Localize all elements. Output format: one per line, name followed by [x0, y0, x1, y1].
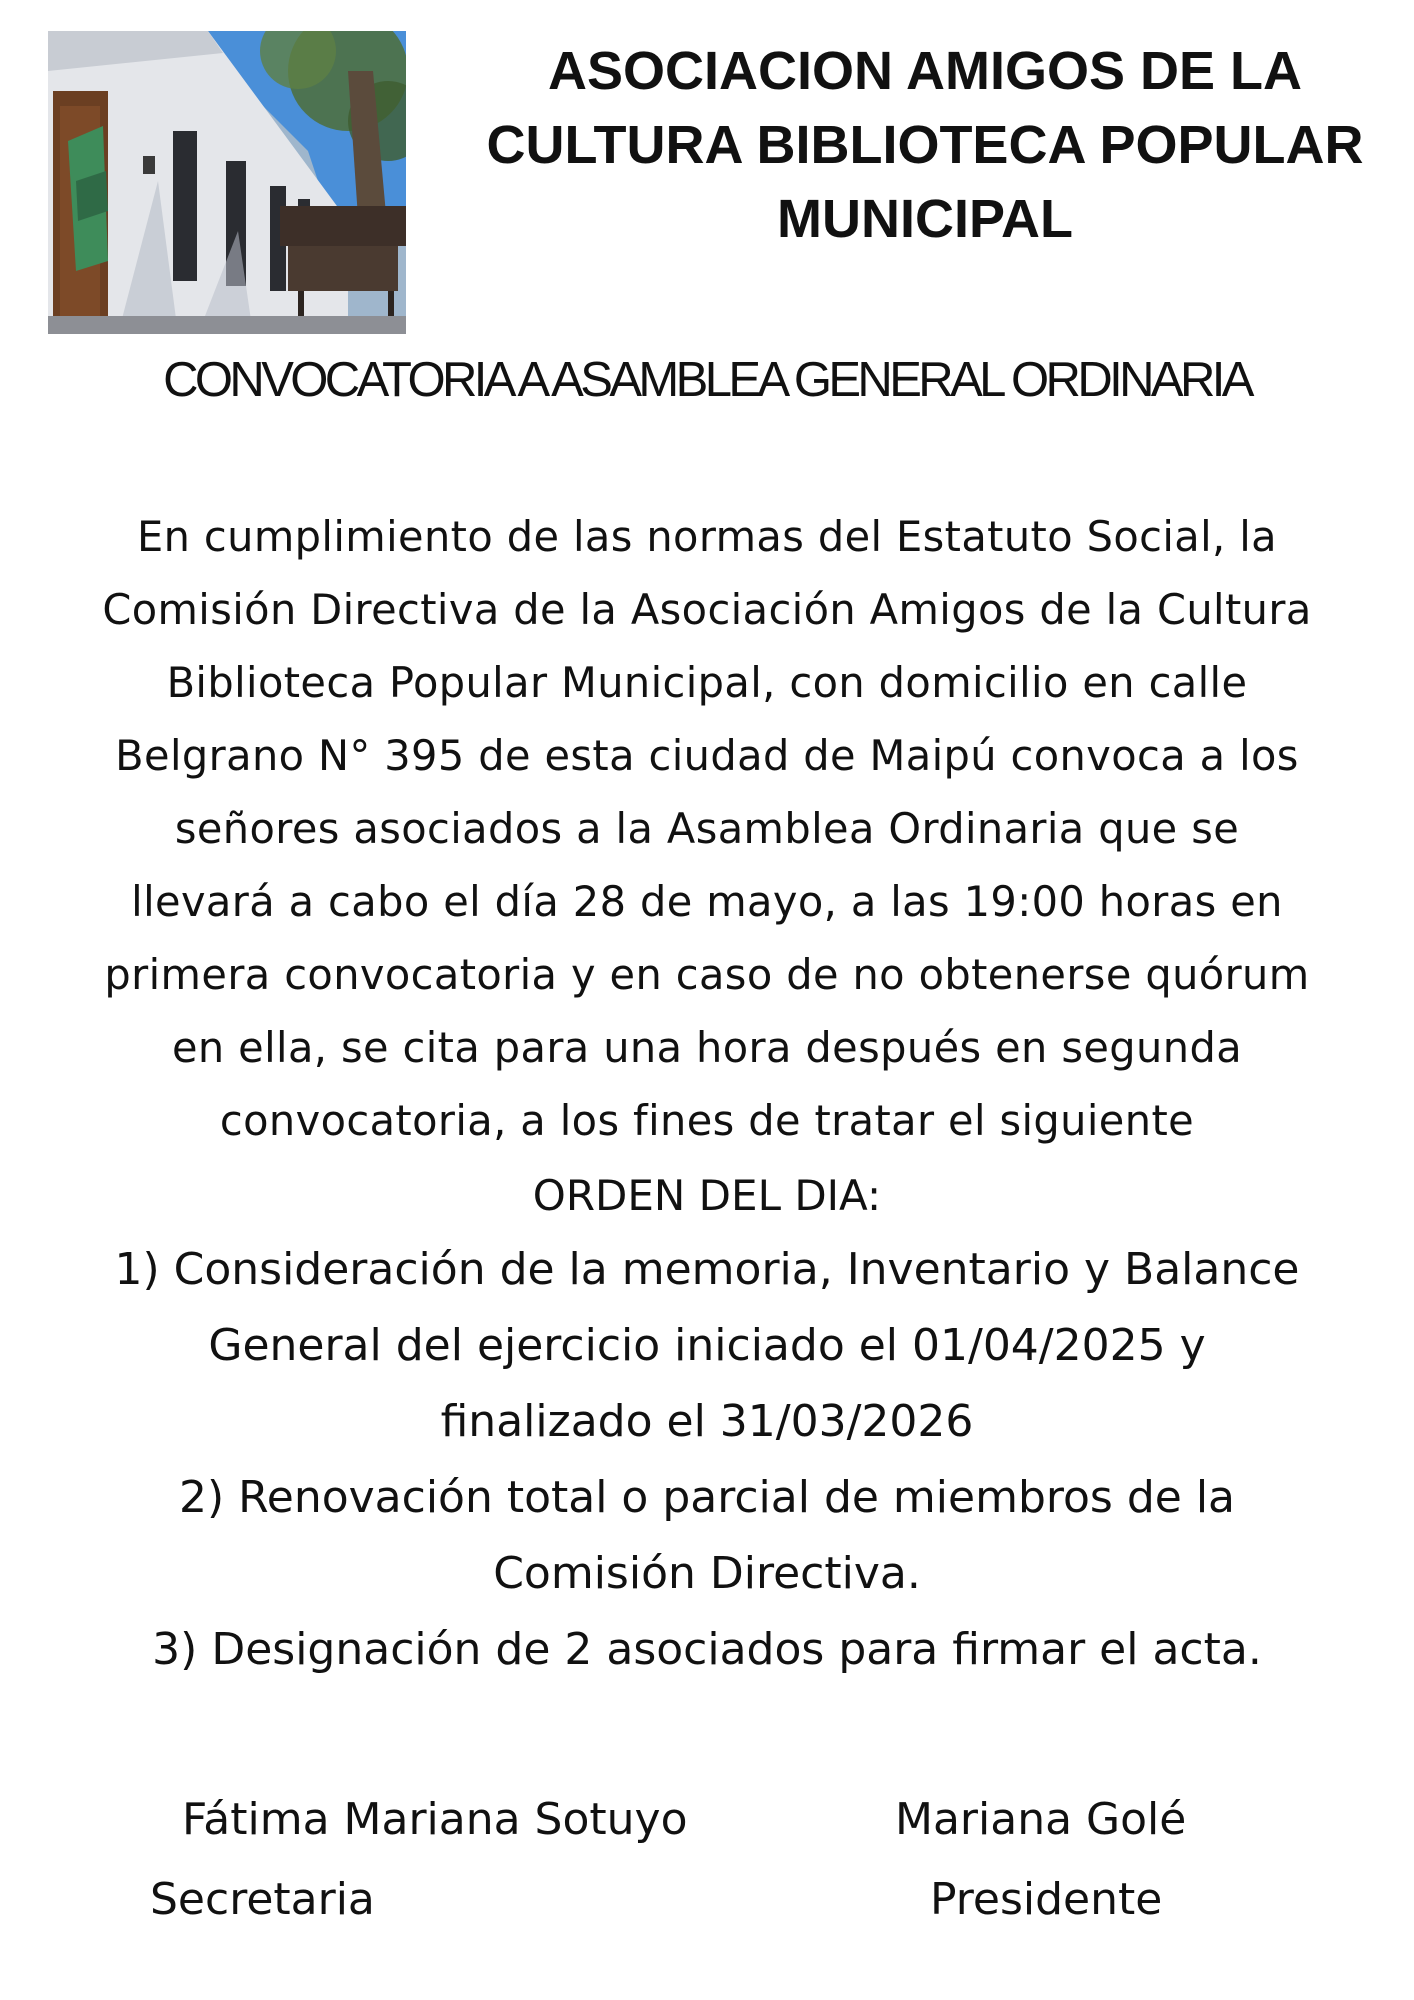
organization-title — [440, 34, 1410, 256]
body-line: en ella, se cita para una hora después en segunda — [171, 1023, 1243, 1072]
secretary-name: Fátima Mariana Sotuyo — [182, 1794, 688, 1845]
agenda-list — [0, 1232, 1414, 1688]
president-role: Presidente — [930, 1874, 1163, 1925]
convocation-heading: CONVOCATORIA A ASAMBLEA GENERAL ORDINARIA — [163, 353, 1251, 407]
body-line: llevará a cabo el día 28 de mayo, a las 19:00 horas en — [131, 877, 1283, 926]
agenda-title-block — [0, 1158, 1414, 1233]
president-name: Mariana Golé — [895, 1794, 1187, 1845]
body-line: Belgrano N° 395 de esta ciudad de Maipú convoca a los — [115, 731, 1299, 780]
secretary-role: Secretaria — [150, 1874, 375, 1925]
organization-title-line: ASOCIACION AMIGOS DE LA — [547, 41, 1303, 101]
agenda-title: ORDEN DEL DIA: — [532, 1171, 882, 1220]
agenda-line: finalizado el 31/03/2026 — [440, 1396, 974, 1447]
body-line: convocatoria, a los fines de tratar el siguiente — [219, 1096, 1195, 1145]
body-line: primera convocatoria y en caso de no obtenerse quórum — [104, 950, 1310, 999]
agenda-line: 1) Consideración de la memoria, Inventario y Balance — [114, 1244, 1300, 1295]
body-line: En cumplimiento de las normas del Estatuto Social, la — [137, 512, 1277, 561]
body-line: señores asociados a la Asamblea Ordinaria que se — [174, 804, 1240, 853]
agenda-line: 2) Renovación total o parcial de miembros de la — [179, 1472, 1235, 1523]
body-line: Biblioteca Popular Municipal, con domicilio en calle — [166, 658, 1248, 707]
library-building-photo — [48, 31, 406, 334]
convocation-body — [0, 500, 1414, 1157]
organization-title-line: CULTURA BIBLIOTECA POPULAR — [486, 115, 1364, 175]
agenda-line: Comisión Directiva. — [493, 1548, 921, 1599]
body-line: Comisión Directiva de la Asociación Amigos de la Cultura — [102, 585, 1312, 634]
agenda-line: General del ejercicio iniciado el 01/04/2025 y — [208, 1320, 1206, 1371]
agenda-line: 3) Designación de 2 asociados para firmar el acta. — [152, 1624, 1262, 1675]
organization-title-line: MUNICIPAL — [777, 189, 1073, 249]
